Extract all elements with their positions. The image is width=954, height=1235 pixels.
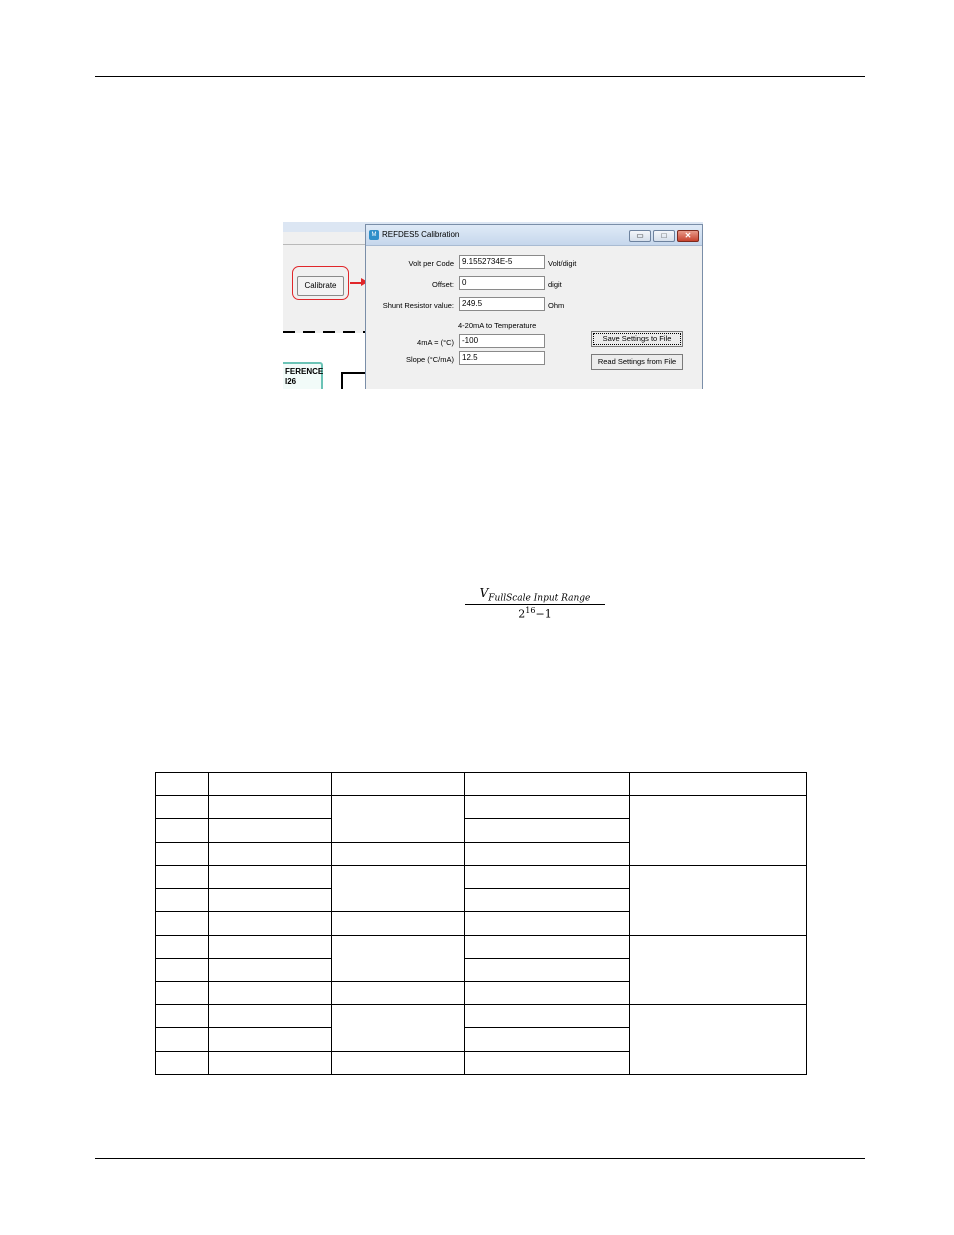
header-rule [95, 76, 865, 77]
table-row [156, 865, 807, 888]
formula-tail: −1 [535, 608, 552, 622]
maximize-button[interactable]: □ [653, 230, 675, 242]
formula-exponent: 16 [525, 606, 536, 616]
volt-per-code-formula [465, 586, 605, 621]
wire-bracket [341, 372, 367, 389]
reference-block [283, 362, 323, 389]
formula-numerator [465, 586, 605, 605]
temperature-section-title: 4-20mA to Temperature [458, 321, 537, 330]
shunt-resistor-input[interactable]: 249.5 [459, 297, 545, 311]
formula-subscript: FullScale Input Range [488, 593, 591, 604]
footer-rule [95, 1158, 865, 1159]
table-row [156, 935, 807, 958]
offset-input[interactable]: 0 [459, 276, 545, 290]
formula-base: 2 [518, 608, 526, 622]
slope-label: Slope (°C/mA) [405, 355, 454, 364]
four-ma-input[interactable]: -100 [459, 334, 545, 348]
calibration-dialog [365, 224, 703, 389]
formula-v: V [479, 586, 489, 600]
maxim-logo-icon: M [369, 230, 379, 240]
slope-input[interactable]: 12.5 [459, 351, 545, 365]
data-table [155, 772, 807, 1075]
table-row [156, 796, 807, 819]
read-settings-button[interactable]: Read Settings from File [591, 354, 683, 370]
close-button[interactable]: ✕ [677, 230, 699, 242]
minimize-button[interactable]: ▭ [629, 230, 651, 242]
shunt-resistor-label: Shunt Resistor value: [382, 301, 454, 310]
dialog-title: REFDES5 Calibration [382, 230, 460, 239]
table-row [156, 773, 807, 796]
background-divider [283, 244, 368, 245]
table-row [156, 1005, 807, 1028]
reference-block-label: FERENCE I26 [285, 367, 324, 386]
dialog-titlebar[interactable] [366, 225, 702, 246]
shunt-resistor-unit: Ohm [548, 301, 565, 310]
formula-denominator [465, 605, 605, 621]
volt-per-code-label: Volt per Code [408, 259, 454, 268]
volt-per-code-input[interactable]: 9.1552734E-5 [459, 255, 545, 269]
offset-unit: digit [548, 280, 562, 289]
four-ma-label: 4mA = (°C) [417, 338, 454, 347]
calibration-screenshot [283, 222, 703, 389]
save-settings-button[interactable]: Save Settings to File [591, 331, 683, 347]
calibrate-button[interactable]: Calibrate [297, 276, 344, 296]
offset-label: Offset: [432, 280, 454, 289]
volt-per-code-unit: Volt/digit [548, 259, 577, 268]
